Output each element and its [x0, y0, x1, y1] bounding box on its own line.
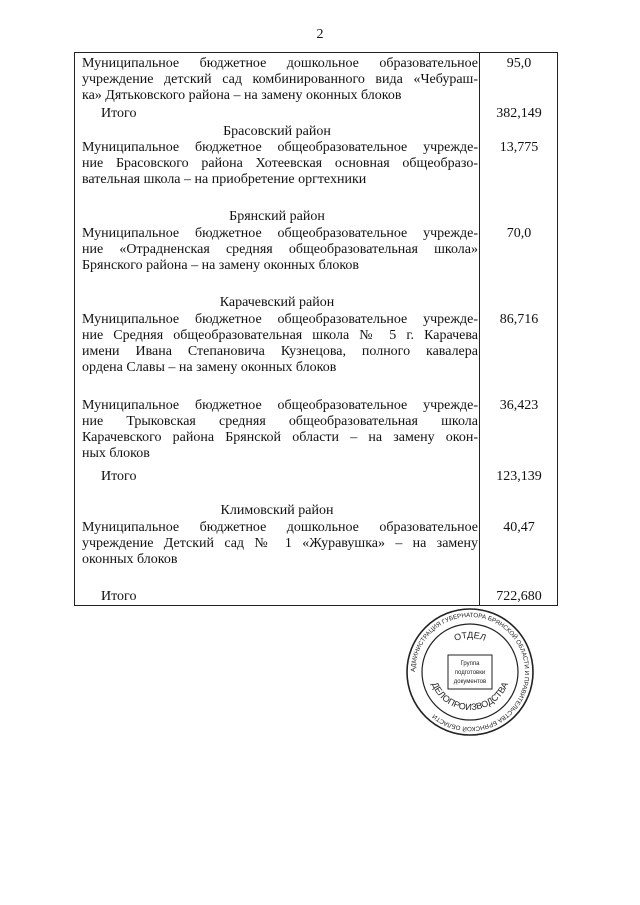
description-line: Муниципальное бюджетное дошкольное образовательное [82, 56, 478, 71]
description-line: Карачевского района Брянской области – на замену окон- [82, 430, 478, 445]
description-line: вательная школа – на приобретение оргтехники [82, 172, 367, 187]
item-value: 70,0 [506, 226, 532, 241]
district-heading: Брянский район [229, 209, 325, 224]
total-label: Итого [101, 469, 137, 484]
item-value: 86,716 [499, 312, 539, 327]
description-line: Брянского района – на замену оконных блоков [82, 258, 360, 273]
grand-total-value: 722,680 [496, 589, 542, 604]
description-line: ние «Отрадненская средняя общеобразовательная школа» [82, 242, 478, 257]
description-line: ных блоков [82, 446, 150, 461]
description-line: Муниципальное бюджетное дошкольное образовательное [82, 520, 478, 535]
item-description [82, 56, 478, 104]
description-line: ние Средняя общеобразовательная школа № 5 г. Карачева [82, 328, 478, 343]
district-heading: Климовский район [220, 503, 334, 518]
office-stamp [405, 607, 535, 737]
total-label: Итого [101, 106, 137, 121]
description-line: учреждение детский сад комбинированного вида «Чебураш- [82, 72, 478, 87]
description-line: ордена Славы – на замену оконных блоков [82, 360, 337, 375]
item-description [82, 226, 478, 274]
description-line: ка» Дятьковского района – на замену оконных блоков [82, 88, 402, 103]
stamp-title-top: ОТДЕЛ [452, 629, 488, 643]
item-description [82, 140, 478, 188]
item-description [82, 520, 478, 568]
total-value: 382,149 [496, 106, 542, 121]
stamp-ring-text: АДМИНИСТРАЦИЯ ГУБЕРНАТОРА БРЯНСКОЙ ОБЛАСТИ И ПРАВИТЕЛЬСТВА БРЯНСКОЙ ОБЛАСТИ [409, 611, 531, 733]
stamp-title-bottom: ДЕЛОПРОИЗВОДСТВА [429, 680, 511, 713]
item-description [82, 312, 478, 376]
description-line: имени Ивана Степановича Кузнецова, полного кавалера [82, 344, 478, 359]
description-line: ние Брасовского района Хотеевская основная общеобразо- [82, 156, 478, 171]
stamp-center-line: Группа [460, 661, 480, 667]
item-description [82, 398, 478, 462]
description-line: Муниципальное бюджетное общеобразовательное учрежде- [82, 140, 478, 155]
description-line: оконных блоков [82, 552, 178, 567]
page-number: 2 [316, 27, 324, 42]
item-value: 13,775 [499, 140, 539, 155]
district-heading: Карачевский район [219, 295, 335, 310]
description-line: учреждение Детский сад № 1 «Журавушка» – на замену [82, 536, 478, 551]
item-value: 36,423 [499, 398, 539, 413]
description-line: ние Трыковская средняя общеобразовательная школа [82, 414, 478, 429]
grand-total-label: Итого [101, 589, 137, 604]
description-line: Муниципальное бюджетное общеобразовательное учрежде- [82, 226, 478, 241]
description-line: Муниципальное бюджетное общеобразовательное учрежде- [82, 398, 478, 413]
district-heading: Брасовский район [223, 124, 331, 139]
item-value: 40,47 [503, 520, 535, 535]
allocation-table [74, 52, 558, 606]
stamp-center-line: документов [453, 679, 487, 685]
description-line: Муниципальное бюджетное общеобразовательное учрежде- [82, 312, 478, 327]
stamp-center-line: подготовки [454, 670, 486, 676]
total-value: 123,139 [496, 469, 542, 484]
item-value: 95,0 [506, 56, 532, 71]
